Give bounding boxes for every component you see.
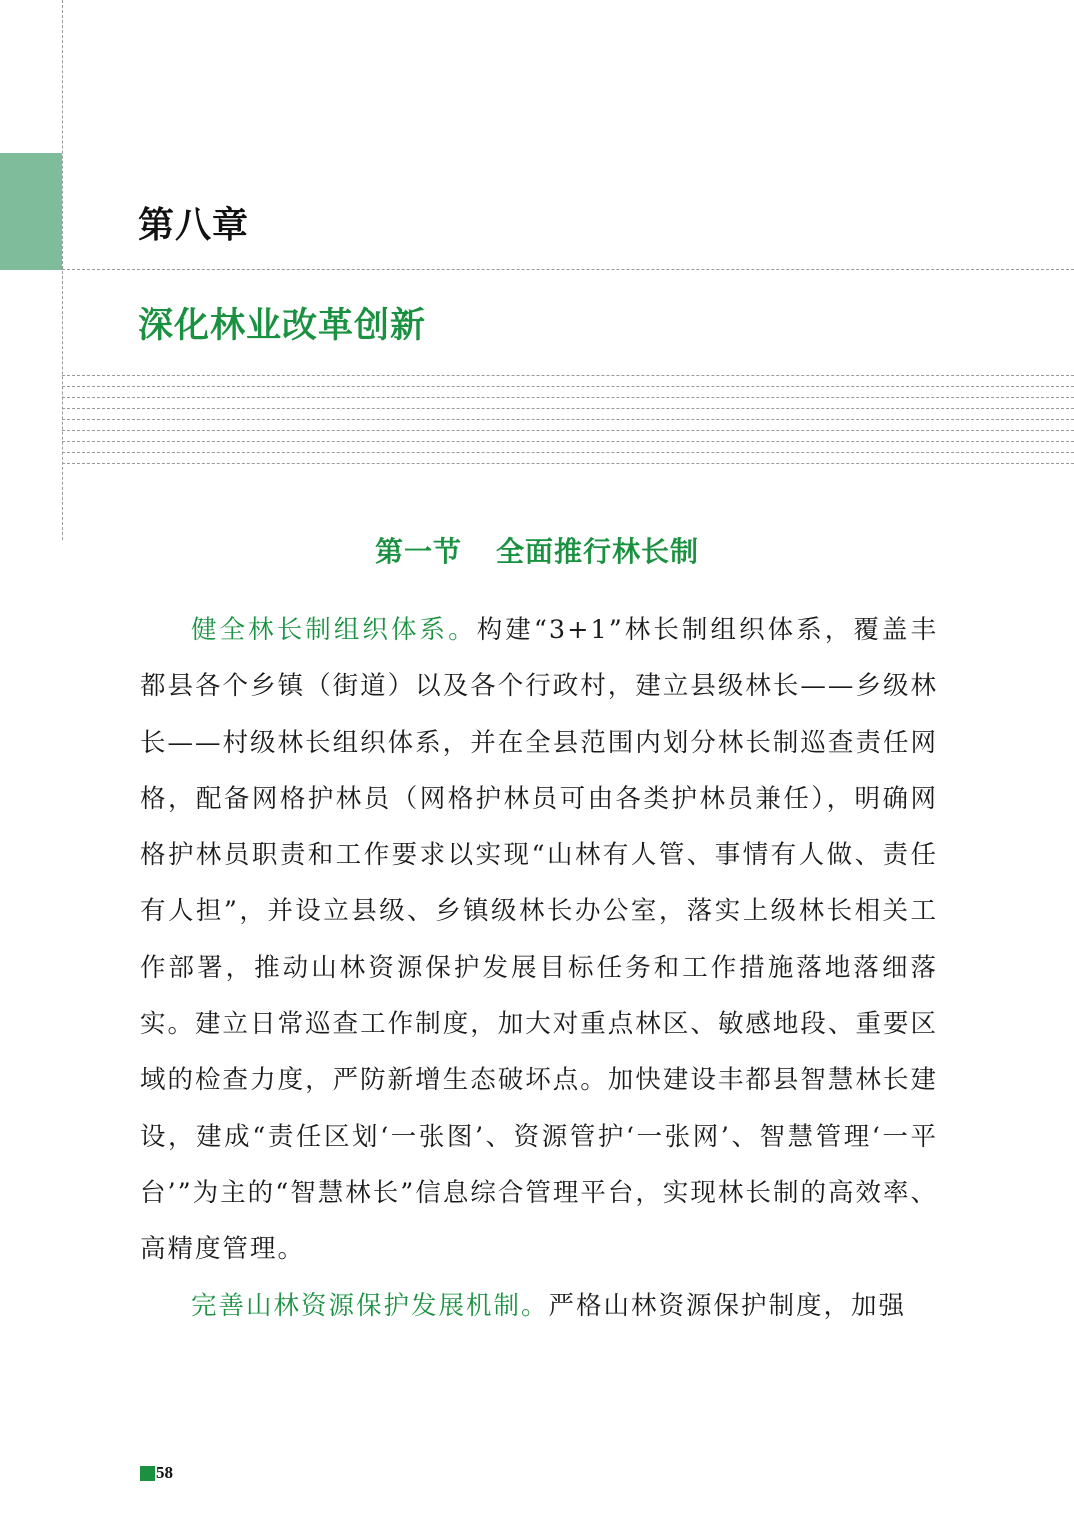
chapter-title: 深化林业改革创新 bbox=[138, 306, 427, 346]
paragraph bbox=[140, 1278, 938, 1334]
page-number bbox=[140, 1463, 173, 1483]
section-number: 第一节 bbox=[374, 535, 462, 568]
section-heading bbox=[0, 530, 1074, 570]
decorative-rule bbox=[62, 397, 1074, 398]
paragraph-text: 构建“3+1”林长制组织体系，覆盖丰都县各个乡镇（街道）以及各个行政村，建立县级林长——乡级林长——村级林长组织体系，并在全县范围内划分林长制巡查责任网格，配备网格护林员（网格护林员可由各类护林员兼任），明确网格护林员职责和工作要求以实现“山林有人管、事情有人做、责任有人担”，并设立县级、乡镇级林长办公室，落实上级林长相关工作部署，推动山林资源保护发展目标任务和工作措施落地落细落实。建立日常巡查工作制度，加大对重点林区、敏感地段、重要区域的检查力度，严防新增生态破坏点。加快建设丰都县智慧林长建设，建成“责任区划‘一张图’、资源管护‘一张网’、智慧管理‘一平台’”为主的“智慧林长”信息综合管理平台，实现林长制的高效率、高精度管理。 bbox=[140, 615, 938, 1265]
section-title: 全面推行林长制 bbox=[496, 535, 700, 568]
paragraph-text: 严格山林资源保护制度，加强 bbox=[548, 1290, 907, 1321]
chapter-divider-line bbox=[62, 269, 1074, 270]
decorative-rule bbox=[62, 408, 1074, 409]
paragraph-lead: 完善山林资源保护发展机制。 bbox=[191, 1290, 549, 1321]
paragraph bbox=[140, 602, 938, 1278]
chapter-number: 第八章 bbox=[138, 205, 250, 246]
margin-guide-line bbox=[62, 0, 63, 540]
folio-square-icon bbox=[140, 1466, 155, 1481]
body-text bbox=[140, 602, 938, 1334]
decorative-rule bbox=[62, 430, 1074, 431]
paragraph-lead: 健全林长制组织体系。 bbox=[191, 615, 477, 645]
decorative-rule bbox=[62, 386, 1074, 387]
decorative-rule bbox=[62, 452, 1074, 453]
decorative-rule bbox=[62, 441, 1074, 442]
decorative-rule bbox=[62, 463, 1074, 464]
chapter-side-tab bbox=[0, 153, 62, 270]
decorative-rule bbox=[62, 375, 1074, 376]
page-number-text: 58 bbox=[156, 1463, 173, 1482]
decorative-rule bbox=[62, 419, 1074, 420]
